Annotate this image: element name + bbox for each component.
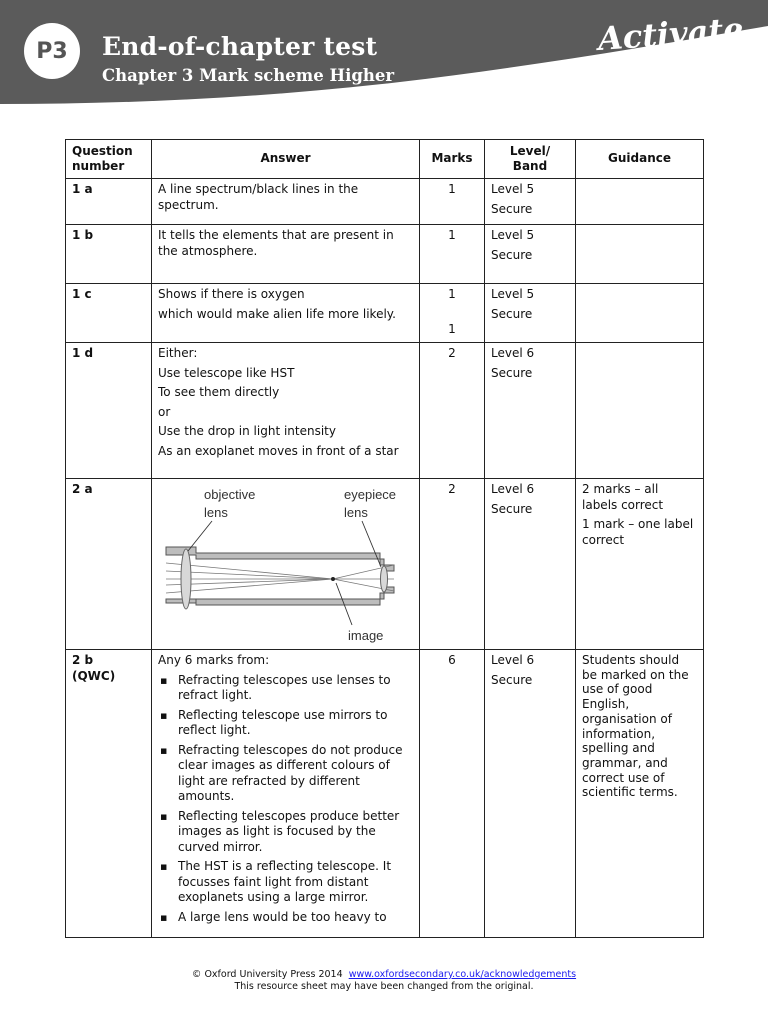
guidance-cell [576, 479, 704, 650]
level-text: Level 6 [491, 482, 535, 496]
marks-cell [420, 284, 485, 343]
page-footer [0, 969, 768, 993]
eyepiece-lens-shape [381, 566, 388, 592]
header-answer: Answer [152, 140, 420, 179]
marks-cell: 6 [420, 650, 485, 938]
answer-line: It tells the elements that are present in the atmosphere. [158, 228, 394, 258]
table-row [66, 225, 704, 284]
answer-cell [152, 284, 420, 343]
question-number: 1 d [66, 343, 152, 479]
marks-cell: 2 [420, 479, 485, 650]
answer-line: Shows if there is oxygen [158, 287, 305, 301]
label-eyepiece-lens: lens [344, 505, 368, 520]
list-item: ▪ Refracting telescopes do not produce clear images as different colours of light are refracted by different amounts. [178, 743, 413, 805]
table-row [66, 284, 704, 343]
question-number: 1 b [66, 225, 152, 284]
answer-line: A line spectrum/black lines in the spectrum. [158, 182, 359, 212]
level-cell [485, 343, 576, 479]
page-subtitle: Chapter 3 Mark scheme Higher [102, 66, 395, 85]
level-text: Level 6 [491, 346, 535, 360]
page-header [0, 0, 768, 120]
header-level-band: Level/ Band [485, 140, 576, 179]
question-number [66, 650, 152, 938]
footer-note: This resource sheet may have been changed from the original. [234, 981, 534, 992]
qwc-label: (QWC) [72, 668, 116, 683]
list-item: ▪ Reflecting telescopes produce better images as light is focused by the curved mirror. [178, 809, 413, 856]
focal-point [331, 577, 335, 581]
table-header-row [66, 140, 704, 179]
telescope-tube [166, 547, 394, 605]
guidance-cell [576, 179, 704, 225]
answer-line: Use the drop in light intensity [158, 424, 336, 438]
band-text: Secure [491, 365, 533, 380]
guidance-cell [576, 343, 704, 479]
level-text: Level 6 [491, 653, 535, 667]
brand-logo: Activate [596, 9, 745, 58]
mark-value: 1 [448, 321, 456, 336]
table-row [66, 650, 704, 938]
guidance-line: 1 mark – one label correct [582, 517, 694, 547]
level-text: Level 5 [491, 182, 535, 196]
list-item: ▪ The HST is a reflecting telescope. It focusses faint light from distant exoplanets using a large mirror. [178, 859, 413, 906]
label-pointers [188, 521, 381, 625]
answer-cell [152, 343, 420, 479]
mark-scheme-table [65, 139, 704, 938]
table-row [66, 343, 704, 479]
level-cell [485, 284, 576, 343]
answer-cell [152, 225, 420, 284]
level-text: Level 5 [491, 287, 535, 301]
level-cell [485, 225, 576, 284]
table-row [66, 179, 704, 225]
label-objective: objective [204, 487, 256, 502]
footer-line-1 [0, 969, 768, 981]
table-row [66, 479, 704, 650]
answer-intro: Any 6 marks from: [158, 653, 270, 667]
question-number-label: 2 b [72, 653, 94, 667]
chapter-badge: P3 [24, 23, 80, 79]
label-objective-lens: lens [204, 505, 228, 520]
answer-line: or [158, 404, 171, 419]
label-image: image [348, 628, 384, 643]
telescope-diagram [156, 481, 414, 645]
question-number: 1 a [66, 179, 152, 225]
band-text: Secure [491, 672, 533, 687]
mark-value: 1 [448, 287, 456, 301]
answer-bullet-list [158, 673, 413, 926]
header-question-number: Question number [66, 140, 152, 179]
answer-line: which would make alien life more likely. [158, 306, 396, 321]
header-marks: Marks [420, 140, 485, 179]
question-number: 2 a [66, 479, 152, 650]
answer-line: Either: [158, 346, 198, 360]
question-number: 1 c [66, 284, 152, 343]
answer-line: As an exoplanet moves in front of a star [158, 443, 399, 458]
answer-cell [152, 479, 420, 650]
list-item: ▪ Refracting telescopes use lenses to refract light. [178, 673, 413, 704]
objective-lens-shape [181, 549, 191, 609]
list-item: ▪ Reflecting telescope use mirrors to reflect light. [178, 708, 413, 739]
band-text: Secure [491, 501, 533, 516]
header-guidance: Guidance [576, 140, 704, 179]
level-cell [485, 179, 576, 225]
level-cell [485, 650, 576, 938]
level-cell [485, 479, 576, 650]
answer-line: To see them directly [158, 385, 280, 399]
marks-cell: 1 [420, 179, 485, 225]
level-text: Level 5 [491, 228, 535, 242]
answer-cell [152, 179, 420, 225]
answer-line: Use telescope like HST [158, 365, 295, 380]
guidance-line: 2 marks – all labels correct [582, 482, 664, 512]
list-item: ▪ A large lens would be too heavy to [178, 910, 413, 926]
band-text: Secure [491, 201, 533, 216]
guidance-cell [576, 284, 704, 343]
marks-cell: 1 [420, 225, 485, 284]
guidance-cell [576, 225, 704, 284]
marks-cell: 2 [420, 343, 485, 479]
guidance-cell: Students should be marked on the use of good English, organisation of information, spelling and grammar, and correct use of scientific terms. [576, 650, 704, 938]
light-rays [166, 563, 394, 593]
copyright-text: © Oxford University Press 2014 [191, 969, 343, 980]
acknowledgements-link[interactable]: www.oxfordsecondary.co.uk/acknowledgements [348, 969, 577, 980]
answer-cell [152, 650, 420, 938]
label-eyepiece: eyepiece [344, 487, 397, 502]
band-text: Secure [491, 247, 533, 262]
band-text: Secure [491, 306, 533, 321]
page-title: End-of-chapter test [102, 32, 378, 61]
